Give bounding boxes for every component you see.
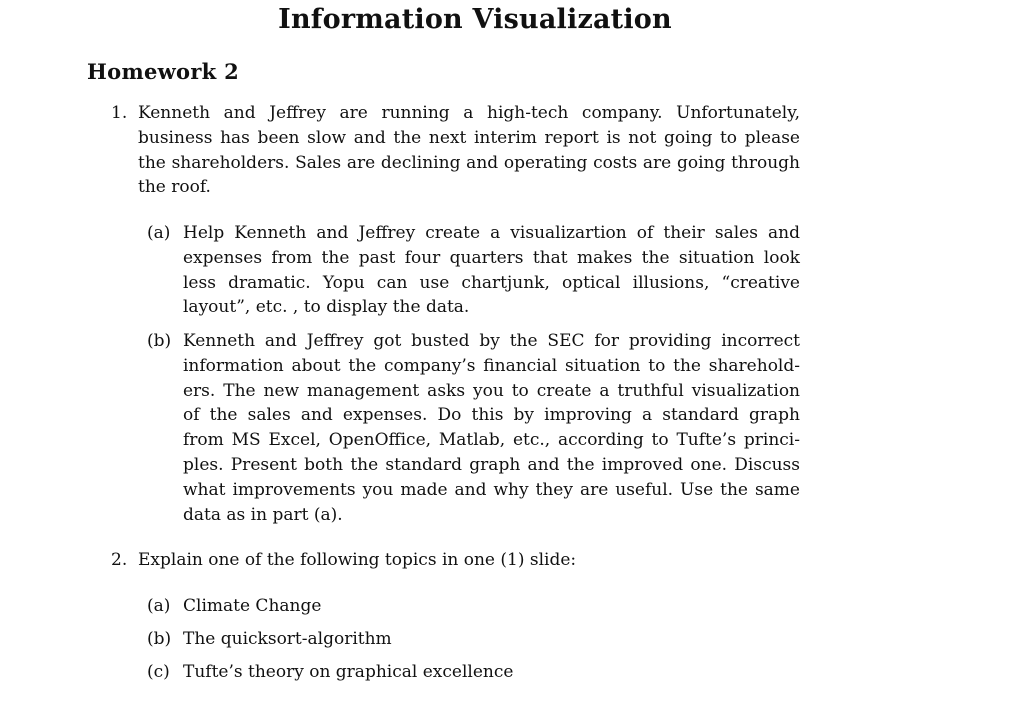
- problem-2-text: Explain one of the following topics in one (1) slide:: [138, 550, 577, 570]
- problem-1-text: [138, 101, 800, 200]
- text-line: ples. Present both the standard graph and the improved one. Discuss: [183, 454, 800, 475]
- text-line: ers. The new management asks you to create a truthful visualization: [183, 380, 800, 401]
- text-line: from MS Excel, OpenOffice, Matlab, etc., according to Tufte’s princi-: [183, 430, 800, 451]
- problem-2b-label: (b): [147, 629, 172, 649]
- problem-2b-text: The quicksort-algorithm: [183, 629, 392, 649]
- text-line: the shareholders. Sales are declining and operating costs are going through: [138, 152, 800, 173]
- problem-1b-text: [183, 329, 800, 527]
- problem-2-number: 2.: [111, 550, 128, 570]
- problem-1b-label: (b): [147, 331, 172, 351]
- problem-1-number: 1.: [111, 103, 128, 123]
- text-line: less dramatic. Yopu can use chartjunk, optical illusions, “creative: [183, 272, 800, 293]
- text-line: the roof.: [138, 177, 211, 198]
- text-line: layout”, etc. , to display the data.: [183, 297, 470, 318]
- problem-2c-label: (c): [147, 662, 170, 682]
- text-line: information about the company’s financial situation to the sharehold-: [183, 355, 800, 376]
- text-line: data as in part (a).: [183, 504, 343, 525]
- text-line: what improvements you made and why they are useful. Use the same: [183, 479, 800, 500]
- problem-2a-label: (a): [147, 596, 171, 616]
- text-line: of the sales and expenses. Do this by improving a standard graph: [183, 405, 800, 426]
- text-line: Help Kenneth and Jeffrey create a visualizartion of their sales and: [183, 223, 800, 243]
- text-line: expenses from the past four quarters that makes the situation look: [183, 247, 800, 268]
- problem-1a-label: (a): [147, 223, 171, 243]
- document-title: Information Visualization: [278, 4, 672, 35]
- problem-1a-text: [183, 221, 800, 320]
- text-line: business has been slow and the next interim report is not going to please: [138, 127, 800, 148]
- problem-2a-text: Climate Change: [183, 596, 322, 616]
- problem-2c-text: Tufte’s theory on graphical excellence: [183, 662, 514, 682]
- section-heading: Homework 2: [87, 59, 240, 84]
- text-line: Kenneth and Jeffrey are running a high-tech company. Unfortunately,: [138, 103, 800, 123]
- text-line: Kenneth and Jeffrey got busted by the SEC for providing incorrect: [183, 331, 800, 351]
